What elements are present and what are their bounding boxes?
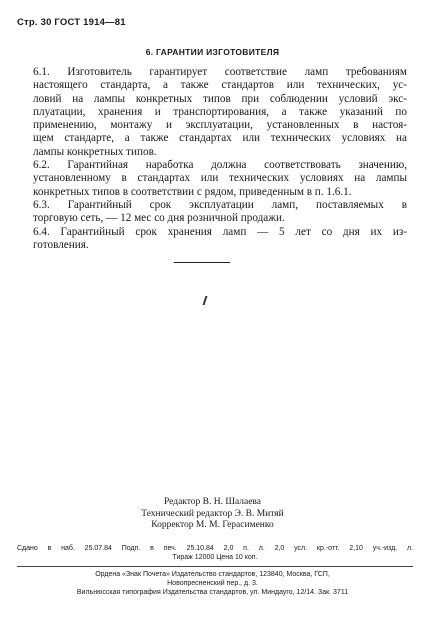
body-line: торговую сеть, — 12 мес со дня розничной продажи. [33,212,285,225]
editor-line: Редактор В. Н. Шалаева [163,497,262,507]
body-line: применению, монтажу и эксплуатации, установленных в настоя- [33,119,407,132]
editors-block [0,497,425,532]
section-divider [174,262,230,263]
body-line: ловий на лампы конкретных типов при соблюдении условий экс- [33,92,407,105]
page-header: Стр. 30 ГОСТ 1914—81 [17,17,126,28]
technical-editor-line: Технический редактор Э. В. Митяй [141,508,284,519]
publisher-block [0,570,425,598]
body-line: 6.2. Гарантийная наработка должна соответствовать значению, [33,159,407,172]
body-text [33,66,407,252]
body-line: установленному в стандартах или технических условиях на лампы [33,172,407,185]
body-line: 6.3. Гарантийный срок эксплуатации ламп, поставляемых в [33,198,407,211]
corrector-line: Корректор М. М. Герасименко [151,520,274,530]
body-line: 6.4. Гарантийный срок хранения ламп — 5 лет со дня их из- [33,225,407,238]
body-line: конкретных типов в соответствии с рядом, приведенным в п. 1.6.1. [33,185,352,198]
stray-mark [203,296,208,305]
footer-divider [17,566,413,567]
publisher-line: Ордена «Знак Почета» Издательство стандартов, 123840, Москва, ГСП, [95,571,330,578]
body-line: плуатации, хранения и транспортирования, а также указаний по [33,105,407,118]
imprint-line: Сдано в наб. 25.07.84 Подп. в печ. 25.10.84 2,0 п. л. 2,0 усл. кр.-отт. 2,10 уч.-изд. л. [17,545,413,552]
body-line: лампы конкретных типов. [33,145,157,158]
printer-line: Вильнюсская типография Издательства стандартов, ул. Миндауго, 12/14. Зак. 3711 [76,589,349,597]
body-line: щем стандарте, а также стандартах или технических условиях на [33,132,407,145]
section-title: 6. ГАРАНТИИ ИЗГОТОВИТЕЛЯ [145,47,280,57]
print-run-line: Тираж 12000 Цена 10 коп. [172,554,258,562]
body-line: 6.1. Изготовитель гарантирует соответствие ламп требованиям [33,66,407,78]
publisher-address-line: Новопресненский пер., д. 3. [167,580,258,588]
imprint-block [17,544,413,563]
body-line: готовления. [33,238,89,251]
body-line: настоящего стандарта, а также стандартов или технических, ус- [33,79,407,92]
